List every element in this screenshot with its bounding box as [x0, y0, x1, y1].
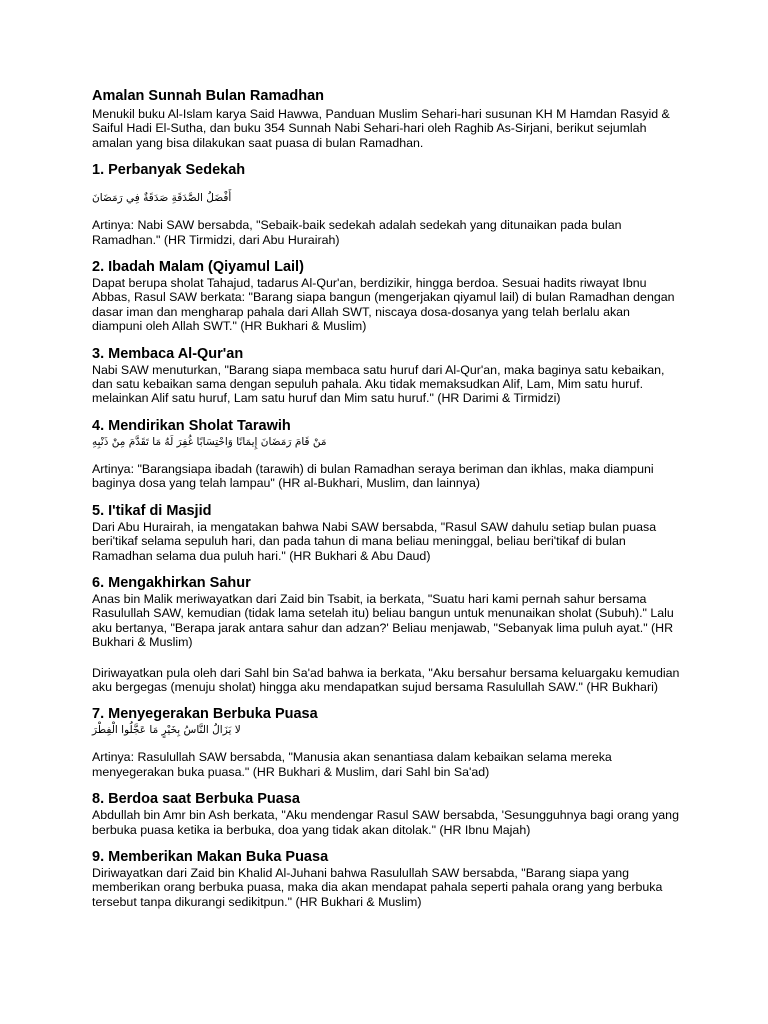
section-heading-7: 7. Menyegerakan Berbuka Puasa	[92, 706, 318, 723]
arabic-hadith-7: لا يَزَالُ النَّاسُ بِخَيْرٍ مَا عَجَّلُوا الْفِطْرَ	[92, 724, 241, 737]
section-heading-4: 4. Mendirikan Sholat Tarawih	[92, 417, 291, 434]
section-heading-3: 3. Membaca Al-Qur'an	[92, 345, 244, 362]
section-paragraph-8: Abdullah bin Amr bin Ash berkata, "Aku mendengar Rasul SAW bersabda, 'Sesungguhnya bagi orang yang berbuka puasa ketika ia berbuka, doa yang tidak akan ditolak." (HR Ibnu Majah)	[92, 808, 679, 837]
section-heading-2: 2. Ibadah Malam (Qiyamul Lail)	[92, 259, 304, 276]
arabic-hadith-4: مَنْ قَامَ رَمَضَانَ إِيمَانًا وَاحْتِسَابًا غُفِرَ لَهُ مَا تَقَدَّمَ مِنْ ذَنْبِهِ	[92, 435, 327, 448]
section-paragraph-4: Artinya: "Barangsiapa ibadah (tarawih) di bulan Ramadhan seraya beriman dan ikhlas, maka diampuni baginya dosa yang telah lampau" (HR al-Bukhari, Muslim, dan lainnya)	[92, 461, 654, 491]
section-paragraph-5: Dari Abu Hurairah, ia mengatakan bahwa Nabi SAW bersabda, "Rasul SAW dahulu setiap bulan puasa beri'tikaf selama sepuluh hari, dan pada tahun di mana beliau meninggal, beliau beri'tikaf di bulan Ramadhan selama dua puluh hari." (HR Bukhari & Abu Daud)	[92, 519, 657, 563]
section-paragraph-2: Dapat berupa sholat Tahajud, tadarus Al-Qur'an, berdizikir, hingga berdoa. Sesuai hadits riwayat Ibnu Abbas, Rasul SAW berkata: "Barang siapa bangun (mengerjakan qiyamul lail) di bulan Ramadhan dengan dasar iman dan mengharap pahala dari Allah SWT, niscaya dosa-dosanya yang telah berlalu akan diampuni oleh Allah SWT." (HR Bukhari & Muslim)	[92, 276, 675, 334]
document-title: Amalan Sunnah Bulan Ramadhan	[92, 88, 325, 104]
section-paragraph-3: Nabi SAW menuturkan, "Barang siapa membaca satu huruf dari Al-Qur'an, maka baginya satu kebaikan, dan satu kebaikan sama dengan sepuluh pahala. Aku tidak memaksudkan Alif, Lam, Mim satu huruf. melainkan Alif satu huruf, Lam satu huruf dan Mim satu huruf." (HR Darimi & Tirmidzi)	[92, 362, 665, 406]
section-paragraph-9: Diriwayatkan dari Zaid bin Khalid Al-Juhani bahwa Rasulullah SAW bersabda, "Barang siapa yang memberikan orang berbuka puasa, maka dia akan mendapat pahala seperti pahala orang yang berbuka tersebut tanpa dikurangi sedikitpun." (HR Bukhari & Muslim)	[92, 865, 663, 909]
section-paragraph-1: Artinya: Nabi SAW bersabda, "Sebaik-baik sedekah adalah sedekah yang ditunaikan pada bulan Ramadhan." (HR Tirmidzi, dari Abu Hurairah)	[92, 218, 622, 247]
section-heading-1: 1. Perbanyak Sedekah	[92, 162, 246, 179]
document-page	[92, 88, 680, 909]
section-paragraph-6a: Anas bin Malik meriwayatkan dari Zaid bin Tsabit, ia berkata, "Suatu hari kami pernah sahur bersama Rasulullah SAW, kemudian (tidak lama setelah itu) beliau bangun untuk menunaikan sholat (Subuh)." Lalu aku bertanya, "Berapa jarak antara sahur dan adzan?' Beliau menjawab, "Sebanyak lima puluh ayat." (HR Bukhari & Muslim)	[92, 591, 674, 650]
section-heading-9: 9. Memberikan Makan Buka Puasa	[92, 848, 329, 865]
section-heading-8: 8. Berdoa saat Berbuka Puasa	[92, 791, 300, 808]
arabic-hadith-1: أَفْضَلُ الصَّدَقَةِ صَدَقَةٌ فِي رَمَضَانَ	[92, 192, 232, 205]
intro-paragraph: Menukil buku Al-Islam karya Said Hawwa, Panduan Muslim Sehari-hari susunan KH M Hamdan Rasyid & Saiful Hadi El-Sutha, dan buku 354 Sunnah Nabi Sehari-hari oleh Raghib As-Sirjani, berikut sejumlah amalan yang bisa dilakukan saat puasa di bulan Ramadhan.	[92, 107, 670, 150]
section-paragraph-7: Artinya: Rasulullah SAW bersabda, "Manusia akan senantiasa dalam kebaikan selama mereka menyegerakan buka puasa." (HR Bukhari & Muslim, dari Sahl bin Sa'ad)	[92, 750, 612, 779]
section-heading-6: 6. Mengakhirkan Sahur	[92, 574, 251, 591]
section-paragraph-6b: Diriwayatkan pula oleh dari Sahl bin Sa'ad bahwa ia berkata, "Aku bersahur bersama keluargaku kemudian aku bergegas (menuju sholat) hingga aku mendapatkan sujud bersama Rasulullah SAW." (HR Bukhari)	[92, 665, 680, 694]
section-heading-5: 5. I'tikaf di Masjid	[92, 502, 212, 519]
